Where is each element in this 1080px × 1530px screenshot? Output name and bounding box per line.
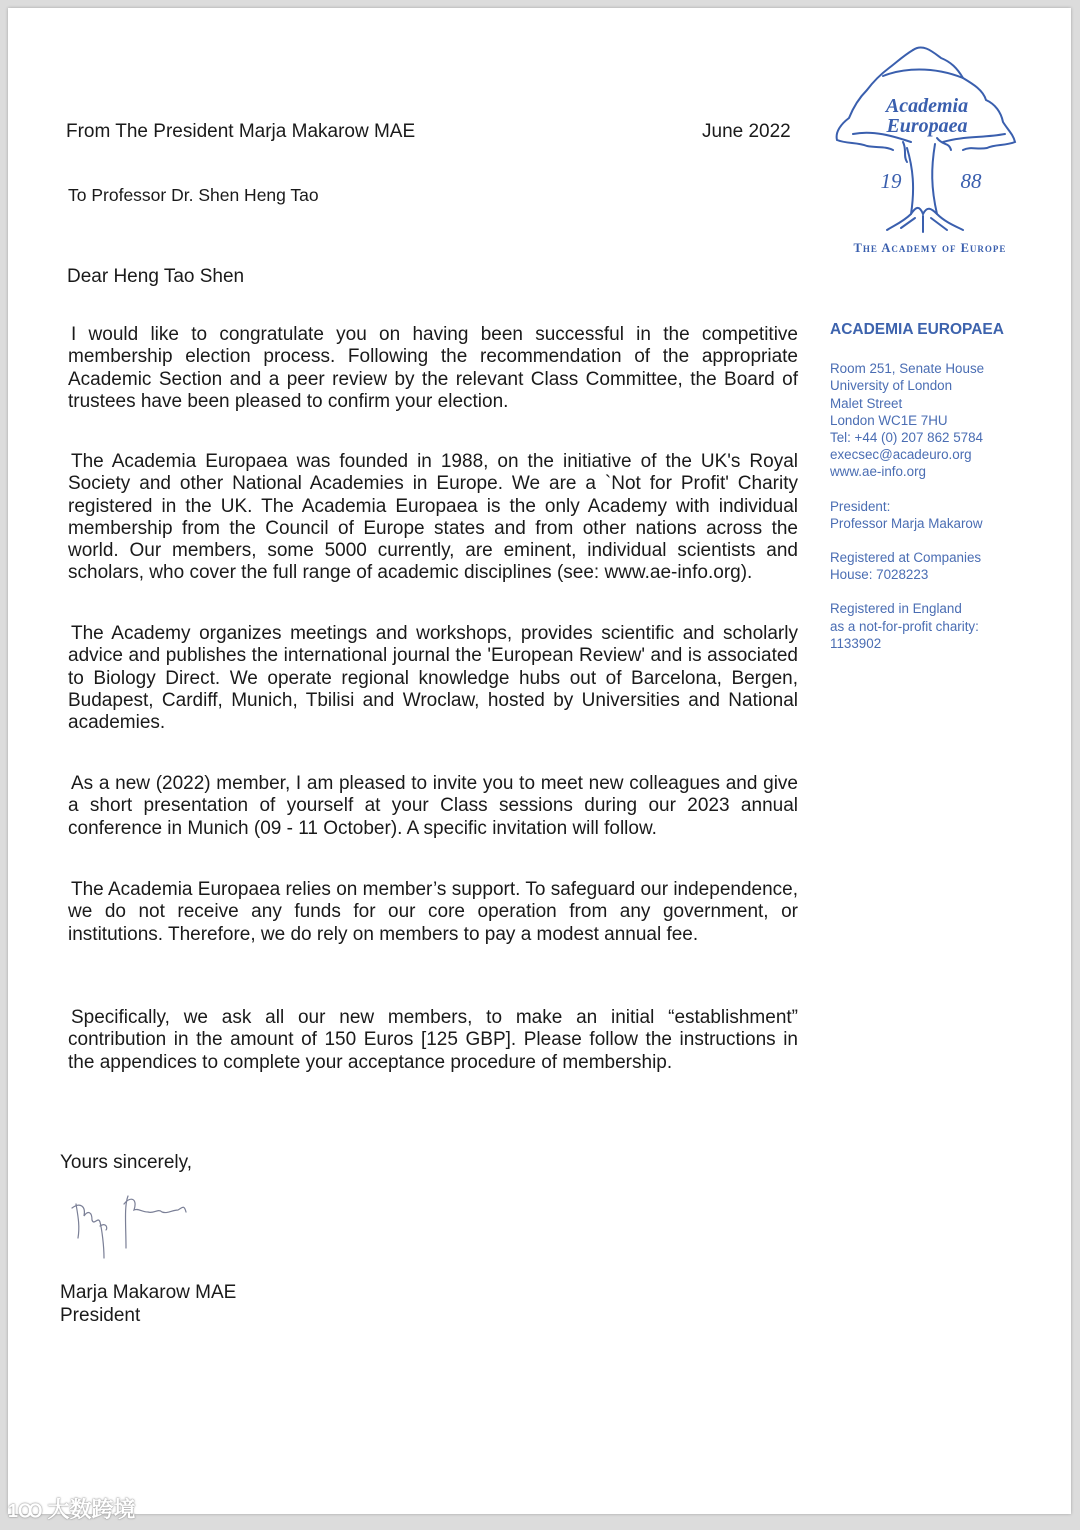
letter-date: June 2022 [702, 121, 791, 142]
letter-page [8, 8, 1071, 1514]
phone-number: Tel: +44 (0) 207 862 5784 [830, 430, 983, 446]
charity-line: Registered in England [830, 601, 962, 617]
companies-line: Registered at Companies [830, 550, 982, 566]
president-name: Professor Marja Makarow [830, 515, 983, 531]
companies-number: House: 7028223 [830, 567, 929, 583]
sidebar-contact-info [830, 321, 1030, 669]
to-line: To Professor Dr. Shen Heng Tao [68, 185, 319, 205]
paragraph-invitation: As a new (2022) member, I am pleased to invite you to meet new colleagues and give a short presentation of yourself at your Class sessions during our 2023 annual conference in Munich (09 - 11 October). A specific invitation will follow. [68, 773, 798, 839]
salutation: Dear Heng Tao Shen [67, 266, 245, 287]
signatory-name: Marja Makarow MAE [60, 1282, 237, 1303]
logo-year-right: 88 [960, 169, 982, 193]
academia-europaea-logo [823, 38, 1033, 253]
paragraph-contribution: Specifically, we ask all our new members, to make an initial “establishment” contribution in the amount of 150 Euros [125 GBP]. Please follow the instructions in the appendices to complete your acceptance procedure of membership. [68, 1007, 798, 1073]
sidebar-companies-house [830, 549, 1030, 583]
sidebar-charity [830, 600, 1030, 652]
handwritten-signature [68, 1186, 198, 1261]
sidebar-address [830, 360, 1030, 480]
watermark-text: 大数跨境 [47, 1497, 136, 1522]
paragraph-member-support: The Academia Europaea relies on member’s support. To safeguard our independence, we do not receive any funds for our core operation from any government, or institutions. Therefore, we do rely on members to pay a modest annual fee. [68, 879, 798, 945]
president-label: President: [830, 498, 891, 514]
charity-line: as a not-for-profit charity: [830, 618, 979, 634]
signatory [60, 1281, 236, 1327]
paragraph-congratulations: I would like to congratulate you on having been successful in the competitive membership election process. Following the recommendation of the appropriate Academic Section and a peer review by the relevant Class Committee, the Board of trustees have been pleased to confirm your election. [68, 324, 798, 412]
website: www.ae-info.org [830, 464, 927, 480]
logo-name-line1: Academia [885, 95, 969, 117]
address-line: London WC1E 7HU [830, 412, 948, 428]
watermark [8, 1493, 135, 1524]
paragraph-activities: The Academy organizes meetings and workshops, provides scientific and scholarly advice and publishes the international journal the 'European Review' and is associated to Biology Direct. We operate regional knowledge hubs out of Barcelona, Bergen, Budapest, Cardiff, Munich, Tbilisi and Wroclaw, hosted by Universities and National academies. [68, 623, 798, 734]
closing: Yours sincerely, [60, 1152, 193, 1173]
address-line: Malet Street [830, 395, 903, 411]
logo-name-line2: Europaea [886, 115, 968, 137]
address-line: University of London [830, 378, 953, 394]
paragraph-about-academy: The Academia Europaea was founded in 1988, on the initiative of the UK's Royal Society and other National Academies in Europe. We are a `Not for Profit' Charity registered in the UK. The Academia Europaea is the only Academy with individual membership from the Council of Europe states and from other nations across the world. Our members, some 5000 currently, are eminent, individual scientists and scholars, who cover the full range of academic disciplines (see: www.ae-info.org). [68, 451, 798, 584]
from-line: From The President Marja Makarow MAE [66, 121, 416, 142]
charity-number: 1133902 [830, 635, 882, 651]
logo-tagline: The Academy of Europe [853, 241, 1007, 253]
signatory-title: President [60, 1305, 141, 1326]
sidebar-heading: ACADEMIA EUROPAEA [830, 321, 1004, 338]
sidebar-president [830, 498, 1030, 532]
email-address: execsec@acadeuro.org [830, 447, 972, 463]
watermark-logo-icon: 1Ꝏ [8, 1501, 48, 1521]
logo-year-left: 19 [880, 169, 902, 193]
address-line: Room 251, Senate House [830, 361, 985, 377]
